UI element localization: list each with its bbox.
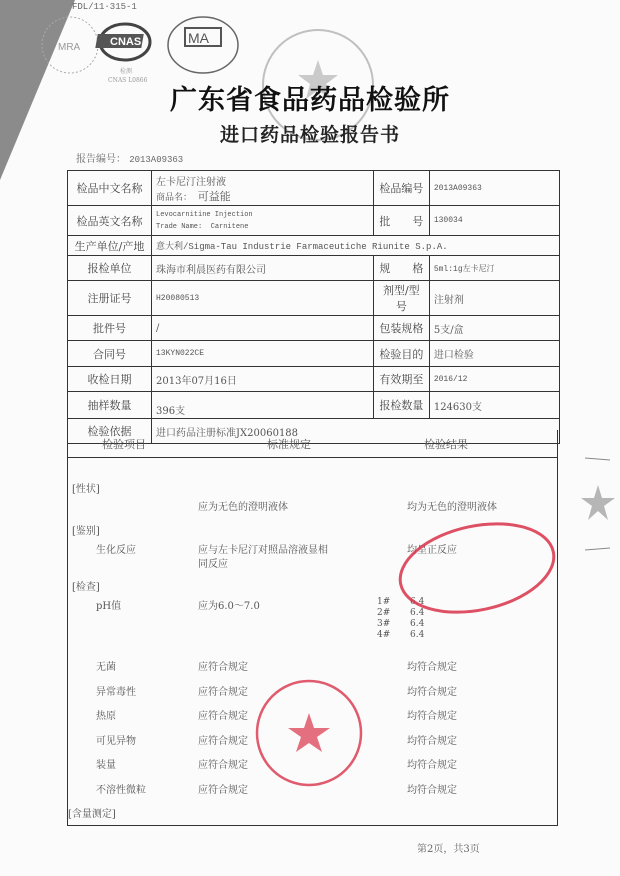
batch: 130034 — [429, 206, 559, 236]
cn-name-cell — [152, 171, 374, 206]
svg-text:CNAS L0866: CNAS L0866 — [108, 77, 148, 84]
institute-name: 广东省食品药品检验所 — [170, 85, 450, 116]
form-code: FDL/11·315-1 — [72, 2, 137, 12]
report-number-value: 2013A09363 — [129, 155, 184, 165]
trade-en-label: Trade Name: — [156, 222, 203, 231]
section-appearance: [性状] — [72, 484, 100, 495]
report-qty: 124630支 — [429, 392, 559, 419]
edge-seal-fragment — [580, 450, 620, 560]
check-standard: 应符合规定 — [198, 784, 248, 796]
form-label: 剂型/型号 — [373, 281, 429, 316]
sample-qty-label: 抽样数量 — [68, 392, 152, 419]
page-number: 第2页，共3页 — [417, 844, 480, 855]
ident-item: 生化反应 — [96, 545, 136, 556]
header-standard: 标准规定 — [267, 438, 311, 451]
ph-value: 6.4 — [410, 597, 425, 607]
check-result: 均符合规定 — [407, 686, 457, 698]
ph-item: pH值 — [96, 601, 122, 612]
check-result: 均符合规定 — [407, 760, 457, 771]
contract-label: 合同号 — [68, 341, 152, 367]
ph-standard: 应为6.0～7.0 — [198, 601, 260, 612]
purpose-label: 检验目的 — [373, 341, 429, 367]
sample-info-table — [67, 170, 560, 444]
company-seal — [252, 676, 367, 791]
section-assay: [含量测定] — [68, 809, 116, 820]
report-number — [76, 150, 183, 165]
applicant: 珠海市利晨医药有限公司 — [152, 256, 374, 281]
trade-cn: 可益能 — [197, 189, 231, 203]
form: 注射剂 — [429, 281, 559, 316]
ph-sample-no: 4# — [377, 630, 391, 640]
cn-name-label: 检品中文名称 — [68, 171, 152, 206]
check-item: 异常毒性 — [96, 686, 136, 698]
report-qty-label: 报检数量 — [373, 392, 429, 419]
approval: / — [152, 316, 374, 341]
en-name-cell — [152, 206, 374, 236]
check-result: 均符合规定 — [407, 662, 457, 673]
check-item: 不溶性微粒 — [96, 784, 146, 796]
producer: 意大利/Sigma-Tau Industrie Farmaceutiche Riunite S.p.A. — [152, 236, 560, 256]
approval-label: 批件号 — [68, 316, 152, 341]
check-item: 装量 — [96, 760, 116, 771]
check-item: 无菌 — [96, 662, 116, 673]
purpose: 进口检验 — [429, 341, 559, 367]
ident-result: 均呈正反应 — [407, 545, 457, 556]
check-standard: 应符合规定 — [198, 760, 248, 771]
check-standard: 应符合规定 — [198, 735, 248, 747]
reg-label: 注册证号 — [68, 281, 152, 316]
expiry-label: 有效期至 — [373, 367, 429, 392]
quality-seal — [395, 518, 560, 618]
contract: 13KYN022CE — [152, 341, 374, 367]
appearance-result: 均为无色的澄明液体 — [407, 502, 497, 513]
check-result: 均符合规定 — [407, 784, 457, 796]
svg-text:CNAS: CNAS — [110, 36, 142, 48]
check-standard: 应符合规定 — [198, 662, 248, 673]
recv-label: 收检日期 — [68, 367, 152, 392]
results-header — [67, 430, 558, 458]
ph-value: 6.4 — [410, 630, 425, 640]
svg-text:MRA: MRA — [58, 42, 81, 53]
basis: 进口药品注册标准JX20060188 — [152, 419, 560, 444]
pack-label: 包装规格 — [373, 316, 429, 341]
check-standard: 应符合规定 — [198, 686, 248, 698]
header-item: 检验项目 — [102, 438, 146, 451]
batch-label: 批 号 — [373, 206, 429, 236]
ident-standard-line2: 同反应 — [198, 559, 228, 570]
section-identification: [鉴别] — [72, 526, 100, 537]
appearance-standard: 应为无色的澄明液体 — [198, 502, 288, 513]
en-name: Levocarnitine Injection — [156, 210, 253, 219]
sample-no-label: 检品编号 — [373, 171, 429, 206]
expiry: 2016/12 — [429, 367, 559, 392]
header-result: 检验结果 — [424, 438, 468, 451]
reg: H20080513 — [152, 281, 374, 316]
sample-qty: 396支 — [152, 392, 374, 419]
check-result: 均符合规定 — [407, 711, 457, 722]
basis-label: 检验依据 — [68, 419, 152, 444]
pack: 5支/盒 — [429, 316, 559, 341]
sample-no: 2013A09363 — [429, 171, 559, 206]
recv: 2013年07月16日 — [152, 367, 374, 392]
cma-logo — [168, 17, 238, 73]
report-number-label: 报告编号： — [76, 154, 126, 165]
cn-name: 左卡尼汀注射液 — [156, 176, 226, 188]
ph-sample-no: 1# — [377, 597, 391, 607]
ph-value: 6.4 — [410, 619, 425, 629]
spec: 5ml:1g左卡尼汀 — [429, 256, 559, 281]
svg-text:MA: MA — [188, 30, 209, 46]
svg-text:检测: 检测 — [120, 68, 133, 75]
check-standard: 应符合规定 — [198, 711, 248, 722]
check-item: 可见异物 — [96, 735, 136, 747]
ph-value: 6.4 — [410, 608, 425, 618]
applicant-label: 报检单位 — [68, 256, 152, 281]
report-title: 进口药品检验报告书 — [219, 124, 400, 146]
trade-en: Carnitene — [210, 222, 249, 231]
section-check: [检查] — [72, 582, 100, 593]
trade-cn-label: 商品名： — [156, 192, 193, 203]
check-item: 热原 — [96, 711, 116, 722]
ph-sample-no: 2# — [377, 608, 391, 618]
en-name-label: 检品英文名称 — [68, 206, 152, 236]
producer-label: 生产单位/产地 — [68, 236, 152, 256]
ph-sample-no: 3# — [377, 619, 391, 629]
cnas-logo — [95, 24, 150, 84]
spec-label: 规 格 — [373, 256, 429, 281]
check-result: 均符合规定 — [407, 735, 457, 747]
ilac-mra-logo — [42, 17, 98, 73]
ident-standard-line1: 应与左卡尼汀对照品溶液显相 — [198, 545, 328, 556]
